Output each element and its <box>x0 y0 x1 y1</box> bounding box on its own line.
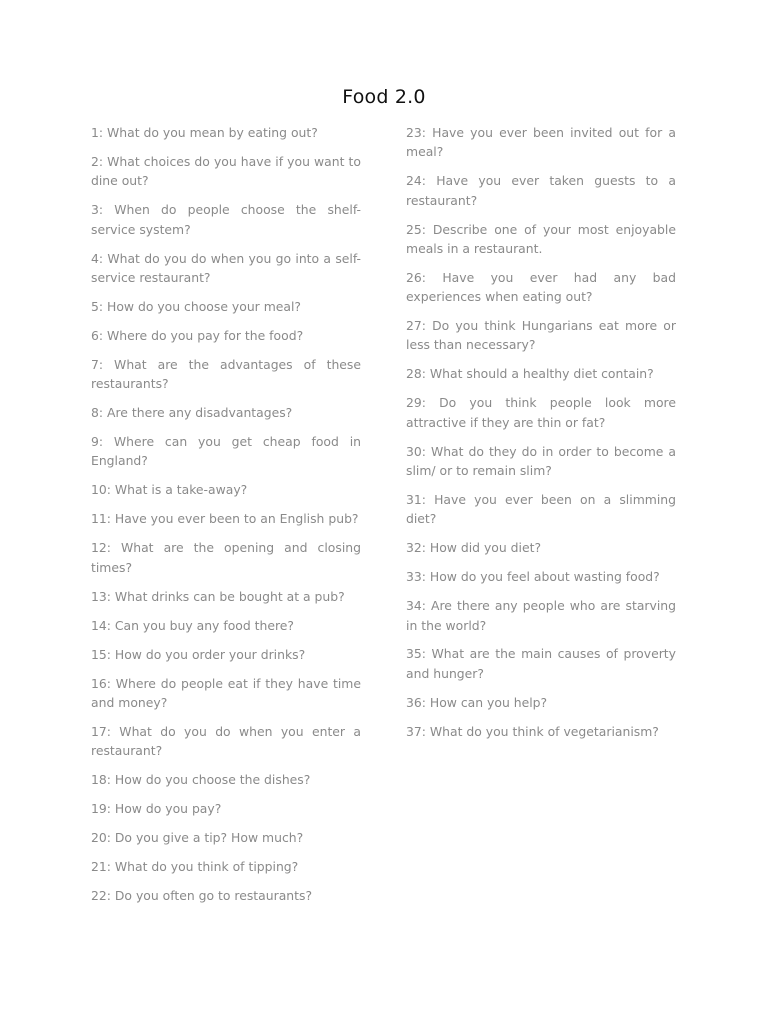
question-item: 13: What drinks can be bought at a pub? <box>91 588 345 604</box>
question-item: 21: What do you think of tipping? <box>91 859 299 875</box>
question-item: 22: Do you often go to restaurants? <box>91 888 313 904</box>
page-title: Food 2.0 <box>342 86 426 108</box>
question-item: 19: How do you pay? <box>91 801 222 817</box>
question-item: 28: What should a healthy diet contain? <box>406 366 654 382</box>
question-item: 17: What do you do when you enter a restaurant? <box>91 723 361 759</box>
question-item: 27: Do you think Hungarians eat more or less than necessary? <box>406 318 676 353</box>
question-item: 9: Where can you get cheap food in England? <box>91 434 361 469</box>
question-item: 7: What are the advantages of these restaurants? <box>91 356 361 392</box>
question-item: 37: What do you think of vegetarianism? <box>406 723 659 739</box>
question-item: 30: What do they do in order to become a slim/ or to remain slim? <box>406 443 676 478</box>
question-item: 31: Have you ever been on a slimming diet? <box>406 491 676 527</box>
question-item: 1: What do you mean by eating out? <box>91 125 318 140</box>
question-item: 32: How did you diet? <box>406 540 542 556</box>
question-column-right <box>406 123 676 751</box>
question-item: 8: Are there any disadvantages? <box>91 405 293 421</box>
question-item: 35: What are the main causes of proverty and hunger? <box>406 646 676 681</box>
question-item: 16: Where do people eat if they have time and money? <box>91 675 361 710</box>
question-item: 14: Can you buy any food there? <box>91 617 295 633</box>
question-item: 36: How can you help? <box>406 694 548 710</box>
question-item: 23: Have you ever been invited out for a meal? <box>406 125 676 160</box>
question-item: 6: Where do you pay for the food? <box>91 327 304 343</box>
question-column-left <box>91 123 361 915</box>
question-item: 10: What is a take-away? <box>91 482 248 498</box>
question-item: 18: How do you choose the dishes? <box>91 772 311 788</box>
question-item: 33: How do you feel about wasting food? <box>406 569 660 585</box>
question-item: 15: How do you order your drinks? <box>91 646 306 662</box>
question-item: 26: Have you ever had any bad experiences when eating out? <box>406 269 676 305</box>
question-item: 29: Do you think people look more attractive if they are thin or fat? <box>406 395 676 430</box>
question-item: 25: Describe one of your most enjoyable meals in a restaurant. <box>406 221 676 256</box>
question-item: 5: How do you choose your meal? <box>91 298 302 314</box>
question-item: 12: What are the opening and closing times? <box>91 540 361 575</box>
question-item: 20: Do you give a tip? How much? <box>91 830 304 846</box>
question-item: 2: What choices do you have if you want to dine out? <box>91 153 361 189</box>
question-item: 11: Have you ever been to an English pub? <box>91 511 359 527</box>
question-item: 4: What do you do when you go into a self-service restaurant? <box>91 250 361 285</box>
question-item: 24: Have you ever taken guests to a restaurant? <box>406 173 676 208</box>
question-item: 34: Are there any people who are starving in the world? <box>406 598 676 633</box>
question-item: 3: When do people choose the shelf-service system? <box>91 202 361 237</box>
